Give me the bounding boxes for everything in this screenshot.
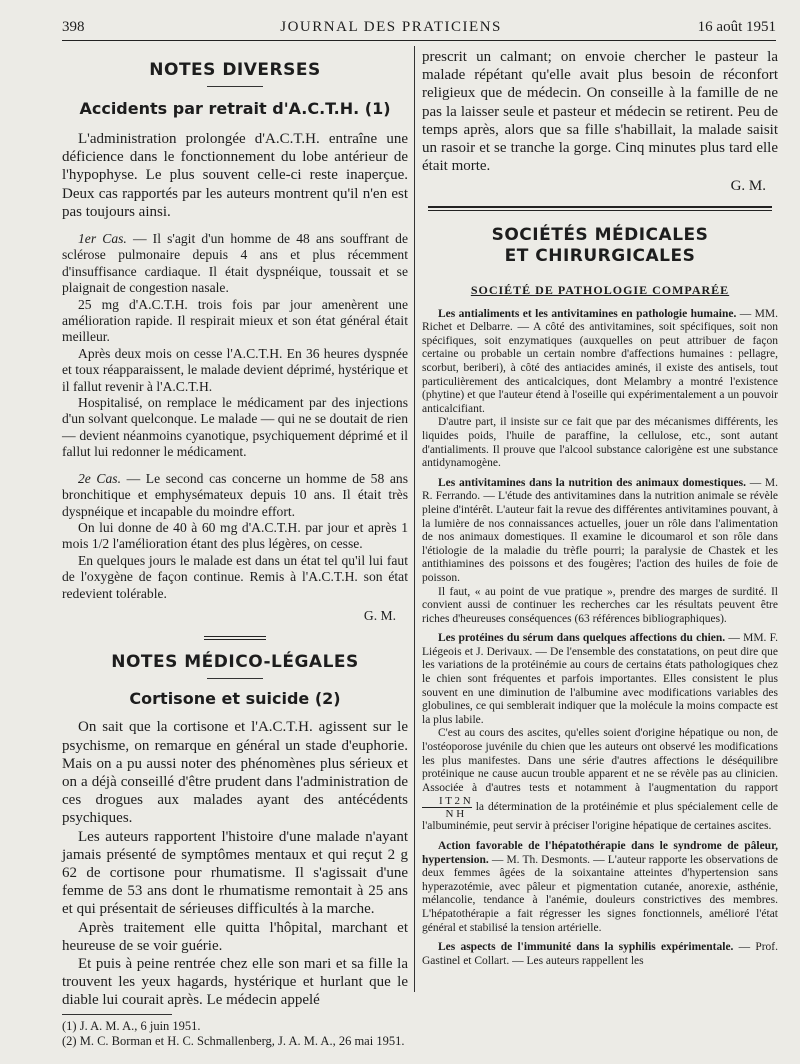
case2-text: — Le second cas concerne un homme de 58 ans bronchitique et emphysémateux depuis 10 ans. Il était très dyspnéique et incapable du moindre effort. (62, 470, 408, 519)
article-antivitamines (422, 477, 778, 586)
ratio-fraction (422, 795, 472, 820)
section-separator (204, 636, 266, 640)
header-rule (62, 40, 776, 41)
intro-paragraph: L'administration prolongée d'A.C.T.H. entraîne une déficience dans le fonctionnement du lobe antérieur de l'hypophyse. Le plus souvent celle-ci reste inaperçue. Deux cas rapportés par les auteurs montrent qu'il n'en est pas toujours ainsi. (62, 131, 408, 220)
article-proteines-p2 (422, 727, 778, 834)
section-title-notes-diverses: NOTES DIVERSES (149, 60, 321, 80)
cortisone-paragraph-1: On sait que la cortisone et l'A.C.T.H. agissent sur le psychisme, on remarque en général un stade d'euphorie. Mais on a pu aussi noter des phénomènes plus sérieux et on a déjà conseillé d'être prudent dans l'administration de ces drogues aux malades ayant des antécédents psychiques. (62, 719, 408, 827)
section-title-line-2: ET CHIRURGICALES (504, 245, 696, 266)
article-body: — MM. F. Liégeois et J. Derivaux. — De l'ensemble des constatations, on peut dire que les variations de la protéinémie au cours de certains états pathologiques chez le chien sont fréquentes et parfois importantes. Elles consistent le plus souvent en une diminution de l'albumine avec modifications variables des globulines, ce qui semblerait indiquer que la molécule la moins compacte est la plus labile. (422, 632, 778, 726)
right-column (422, 48, 778, 968)
section-rule (207, 678, 263, 679)
article-hepatotherapie (422, 840, 778, 935)
case2-paragraph-3: En quelques jours le malade est dans un état tel qu'il lui faut de l'oxygène de façon continue. Remis à l'A.C.T.H. son état redevient tolérable. (62, 552, 408, 601)
case1-paragraph-3: Après deux mois on cesse l'A.C.T.H. En 36 heures dyspnée et toux réapparaissent, le malade devient déprimé, hystérique et il fallut revenir à l'A.C.T.H. (62, 345, 408, 394)
article-title: Les protéines du sérum dans quelques affections du chien. (438, 632, 726, 645)
running-header (62, 14, 776, 40)
case2-paragraph-2: On lui donne de 40 à 60 mg d'A.C.T.H. par jour et après 1 mois 1/2 l'amélioration étant des plus légères, on cesse. (62, 519, 408, 552)
article-body: — M. R. Ferrando. — L'étude des antivitamines dans la nutrition animale se révèle pleine d'intérêt. L'auteur fait la revue des différentes antivitamines pouvant, à la lumière de nos connaissances actuelles, jouer un rôle dans l'alimentation de nos animaux domestiques. Il examine le dicoumarol et son rôle dans l'étiologie de la maladie du trèfle pourri; la paralysie de Chastek et les antithiamines des poissons et des fougères; l'action des huiles de foie de poisson. (422, 476, 778, 584)
page-number: 398 (62, 18, 85, 35)
article-title: Les aspects de l'immunité dans la syphilis expérimentale. (438, 941, 734, 954)
article-body: la détermination de la protéinémie et plus spécialement celle de l'albuminémie, peut servir à préciser l'origine hépatique de certaines ascites. (422, 801, 778, 833)
case1-paragraph-2: 25 mg d'A.C.T.H. trois fois par jour amenèrent une amélioration rapide. Il respirait mieux et son état général était meilleur. (62, 296, 408, 345)
case2-paragraph (62, 471, 408, 520)
article-title: Action favorable de l'hépatothérapie dans le syndrome de pâleur, hypertension. (422, 840, 778, 866)
article-antialiments-p2: D'autre part, il insiste sur ce fait que par des mécanismes différents, les liquides poids, l'huile de paraffine, la cellulose, etc., sont autant d'antialiments. Il prouve que l'alcool substance calorigène est une substance antidynamogène. (422, 416, 778, 470)
article-antivitamines-p2: Il faut, « au point de vue pratique », prendre des marges de surdité. Il convient aussi de continuer les recherches car les résultats peuvent être riches d'heureuses conséquences (63 références bibliographiques). (422, 585, 778, 625)
section-title-societes (422, 225, 778, 267)
case2-label: 2e Cas. (78, 470, 121, 486)
signature: G. M. (363, 607, 396, 623)
issue-date: 16 août 1951 (697, 18, 776, 35)
continuation-paragraph: prescrit un calmant; on envoie chercher le pasteur la malade répétant qu'elle avait plus besoin de réconfort religieux que de médecin. On conseille à la famille de ne pas la laisser seule et pasteur et médecin se retirent. Peu de temps après, alors que sa fille s'habillait, la malade saisit un rasoir et se tranche la gorge. Cinq minutes plus tard elle était morte. (422, 49, 778, 175)
article-antialiments (422, 308, 778, 417)
signature: G. M. (730, 178, 766, 195)
journal-title: JOURNAL DES PRATICIENS (280, 18, 502, 35)
article-body: — M. Th. Desmonts. — L'auteur rapporte les observations de deux femmes âgées de la soixantaine atteintes d'hypertension sans hyperazotémie, avec pâleur et pigmentation cutanée, anorexie, asthénie, mélancolie, tendance à l'anémie, douleurs constrictives des membres. L'hépatothérapie a fait régresser les signes fonctionnels, amélioré l'état général et stabilisé la tension artérielle. (422, 853, 778, 934)
section-title-medico-legales: NOTES MÉDICO-LÉGALES (111, 652, 359, 673)
case1-paragraph (62, 231, 408, 297)
cortisone-paragraph-4: Et puis à peine rentrée chez elle son mari et sa fille la trouvent les yeux hagards, hystérique et hurlant que le diable lui courait après. Le médecin appelé (62, 956, 408, 1009)
cortisone-paragraph-2: Les auteurs rapportent l'histoire d'une malade n'ayant jamais présenté de symptômes mentaux et qui reçut 2 g 62 de cortisone pour rhumatisme. Il s'agissait d'une femme de 53 ans dont le rhumatisme remontait à 25 ans et qui présentait de sérieuses difficultés à la marche. (62, 828, 408, 918)
article-body: — MM. Richet et Delbarre. — A côté des antivitamines, soit spécifiques, soit non spécifiques, soit enzymatiques (auxquelles on peut attribuer de façon certaine ou probable un certain nombre d'affections humaines : pellagre, scorbut, beriberi), à côté des antiacides aminés, il existe des antisels, tout particulièrement des anticalciques, dont Melambry a montré l'existence (phytine) et que l'auteur étend à l'oseille qui expérimentalement a un pouvoir anticalcifiant. (422, 307, 779, 415)
column-divider (414, 46, 415, 992)
case1-text: — Il s'agit d'un homme de 48 ans souffrant de sclérose pulmonaire depuis 4 ans et plus récemment d'insuffisance cardiaque. Il était dyspnéique, toussait et se plaignait de congestion nasale. (62, 231, 408, 296)
case1-paragraph-4: Hospitalisé, on remplace le médicament par des injections d'un solvant quelconque. Le malade — qui ne se doutait de rien — devient néanmoins cyanotique, psychiquement déprimé et il fallut lui redonner le médicament. (62, 395, 408, 460)
footnote-rule (62, 1014, 172, 1015)
article-title: Les antialiments et les antivitamines en pathologie humaine. (438, 307, 737, 320)
article-title: Les antivitamines dans la nutrition des animaux domestiques. (438, 476, 746, 489)
fraction-denominator: N H (445, 808, 465, 821)
article-body: C'est au cours des ascites, qu'elles soient d'origine hépatique ou non, de l'ostéoporose juvénile du chien que les auteurs ont observé les modifications les plus manifestes. Dans une série d'autres affections le déséquilibre protéinique ne cause aucun trouble apparent et ne se révèle pas au clinicien. Associée à d'autres tests et notamment à l'augmentation du rapport (422, 727, 778, 794)
article-syphilis (422, 941, 778, 968)
fraction-numerator: I T 2 N (422, 795, 472, 808)
society-subtitle: SOCIÉTÉ DE PATHOLOGIE COMPARÉE (470, 282, 730, 297)
article-title-acth: Accidents par retrait d'A.C.T.H. (1) (79, 99, 391, 118)
article-proteines (422, 632, 778, 727)
footnote-2: (2) M. C. Borman et H. C. Schmallenberg, J. A. M. A., 26 mai 1951. (62, 1033, 405, 1048)
article-body: — Prof. Gastinel et Collart. — Les auteurs rappellent les (422, 941, 779, 967)
section-rule (207, 86, 263, 87)
section-separator (428, 206, 772, 211)
left-column (62, 48, 408, 1049)
footnote-1: (1) J. A. M. A., 6 juin 1951. (62, 1018, 201, 1033)
article-title-cortisone: Cortisone et suicide (2) (129, 689, 341, 709)
case1-label: 1er Cas. (78, 231, 127, 247)
section-title-line-1: SOCIÉTÉS MÉDICALES (491, 224, 709, 245)
cortisone-paragraph-3: Après traitement elle quitta l'hôpital, marchant et heureuse de se voir guérie. (62, 919, 408, 954)
